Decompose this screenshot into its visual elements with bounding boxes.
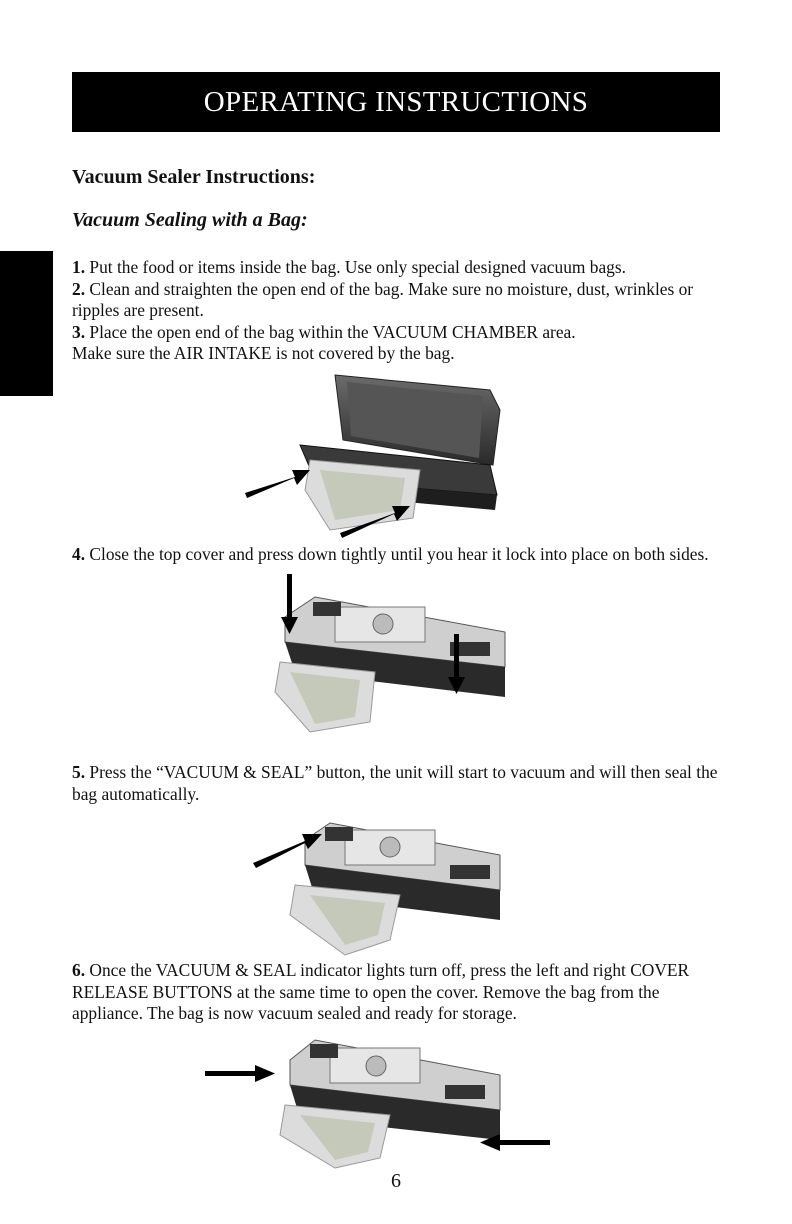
sealer-vacuum-illustration (250, 815, 510, 960)
figure-cover-release (200, 1030, 555, 1170)
sealer-open-illustration (235, 370, 505, 540)
step-3-note: Make sure the AIR INTAKE is not covered by the bag. (72, 343, 455, 363)
step-number: 2. (72, 278, 86, 299)
step-5 (72, 762, 722, 805)
steps-1-3 (72, 257, 722, 365)
figure-open-sealer (235, 370, 505, 540)
figure-close-cover (255, 572, 515, 747)
step-text: Place the open end of the bag within the VACUUM CHAMBER area. (89, 321, 576, 342)
step-text: Put the food or items inside the bag. Use only special designed vacuum bags. (89, 257, 626, 277)
sealer-closing-illustration (255, 572, 515, 747)
page-number: 6 (391, 1170, 401, 1192)
section-subheading: Vacuum Sealing with a Bag: (72, 209, 308, 231)
step-1 (72, 257, 722, 279)
step-text: Once the VACUUM & SEAL indicator lights turn off, press the left and right COVER RELEASE BUTTONS at the same time to open the cover. Remove the bag from the appliance. The bag is now vacuum sealed and ready for storage. (72, 960, 690, 1023)
step-text: Clean and straighten the open end of the bag. Make sure no moisture, dust, wrinkles or ripples are present. (72, 278, 694, 320)
step-text: Close the top cover and press down tightly until you hear it lock into place on both sides. (89, 544, 709, 564)
figure-vacuum-seal (250, 815, 510, 960)
step-number: 3. (72, 321, 86, 342)
step-number: 5. (72, 762, 86, 782)
step-3 (72, 322, 722, 344)
side-tab-marker (0, 251, 53, 396)
step-4 (72, 544, 722, 566)
sealer-release-illustration (200, 1030, 555, 1170)
step-text: Press the “VACUUM & SEAL” button, the unit will start to vacuum and will then seal the bag automatically. (72, 762, 718, 804)
step-2 (72, 279, 722, 322)
step-number: 6. (72, 960, 86, 980)
step-number: 1. (72, 257, 86, 277)
page-title-text: OPERATING INSTRUCTIONS (203, 85, 589, 118)
page-title (72, 72, 720, 132)
step-6 (72, 960, 722, 1025)
step-number: 4. (72, 544, 86, 564)
section-heading: Vacuum Sealer Instructions: (72, 166, 316, 188)
